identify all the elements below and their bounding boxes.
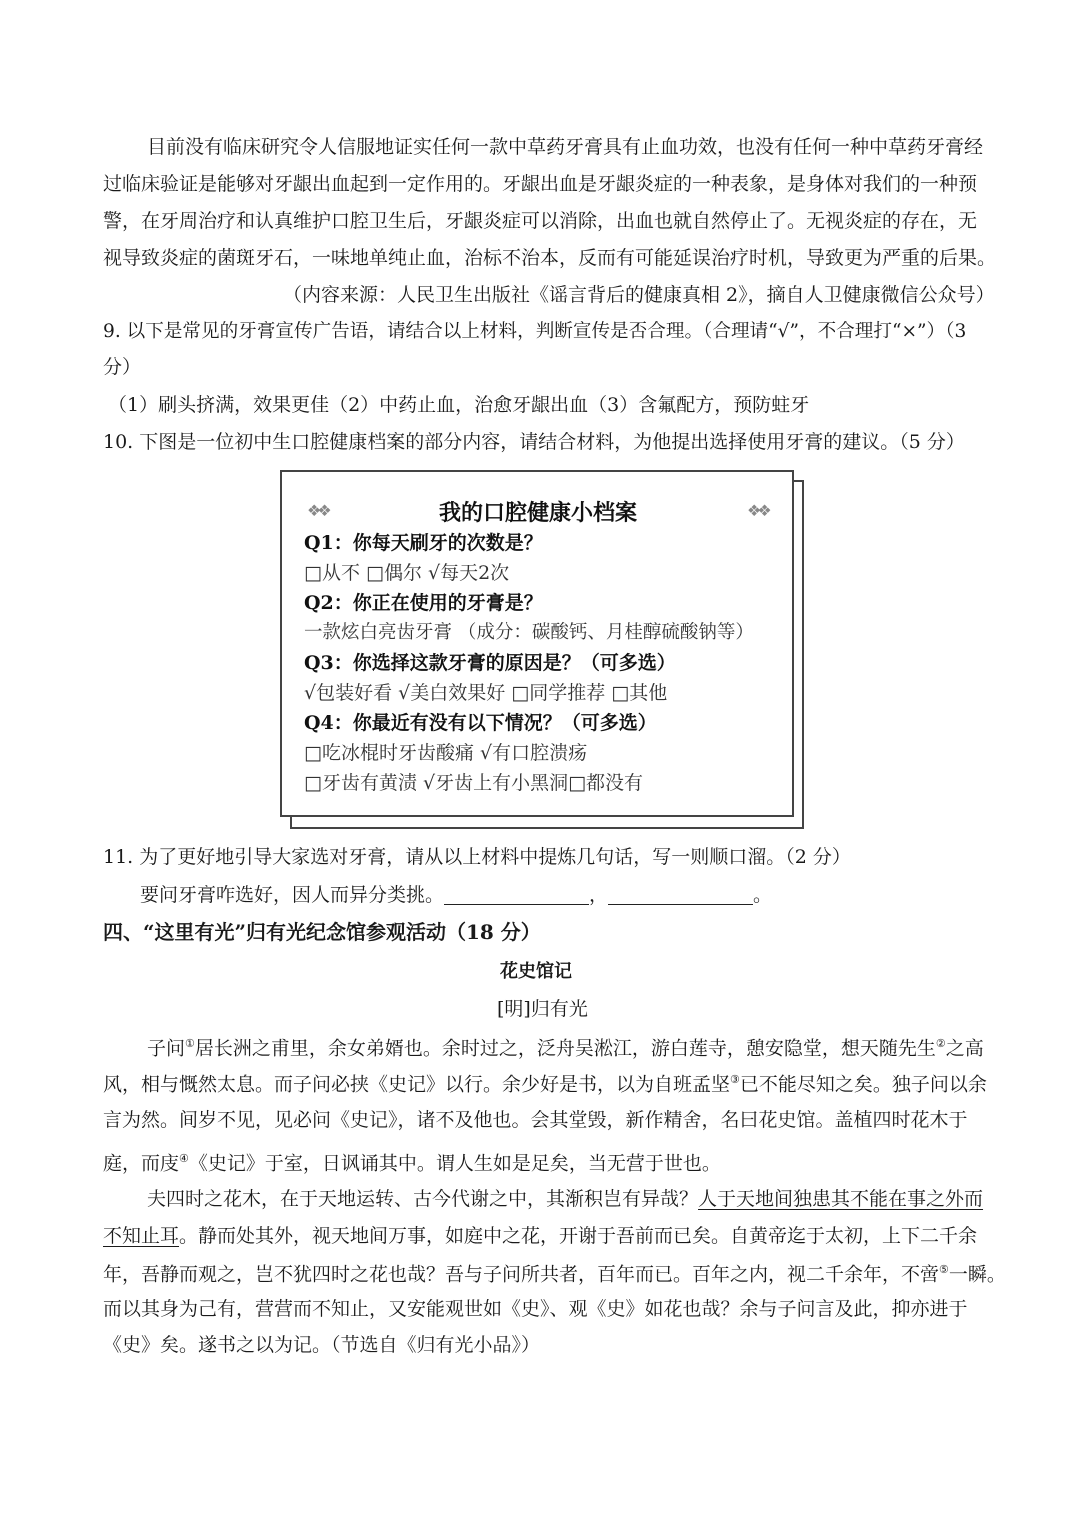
classical-line: 《史》矣。遂书之以为记。（节选自《归有光小品》） <box>103 1334 541 1356</box>
passage-line: 视导致炎症的菌斑牙石，一味地单纯止血，治标不治本，反而有可能延误治疗时机，导致更为严重的后果。 <box>103 247 997 269</box>
card-a2: 一款炫白亮齿牙膏 （成分：碳酸钙、月桂醇硫酸钠等） <box>304 622 754 643</box>
diamond-icon: ❖❖ <box>747 501 768 520</box>
card-q2: Q2：你正在使用的牙膏是？ <box>304 592 543 614</box>
prompt-text: 要问牙膏咋选好，因人而异分类挑。 <box>140 884 445 906</box>
underlined-text: 人于天地间独患其不能在事之外而 <box>698 1188 984 1210</box>
card-a4: □牙齿有黄渍 √牙齿上有小黑洞□都没有 <box>304 772 644 794</box>
footnote-mark: ③ <box>730 1073 740 1086</box>
section-heading: 四、“这里有光”归有光纪念馆参观活动（18 分） <box>103 920 541 944</box>
question-11-prompt <box>140 886 772 905</box>
classical-line <box>103 1264 1006 1284</box>
footnote-mark: ② <box>935 1037 946 1050</box>
answer-blank[interactable] <box>444 888 589 905</box>
card-q1: Q1：你每天刷牙的次数是？ <box>304 532 543 554</box>
passage-line: 警，在牙周治疗和认真维护口腔卫生后，牙龈炎症可以消除，出血也就自然停止了。无视炎症的存在，无 <box>103 210 978 232</box>
question-9: 9. 以下是常见的牙膏宣传广告语，请结合以上材料，判断宣传是否合理。（合理请“√”，不合理打“×”）（3 <box>103 321 967 342</box>
classical-line: 而以其身为己有，营营而不知止，又安能观世如《史》、观《史》如花也哉？余与子问言及此，抑亦进于 <box>103 1298 968 1320</box>
classical-line: 言为然。间岁不见，见必问《史记》，诸不及他也。会其堂毁，新作精舍，名曰花史馆。盖植四时花木于 <box>103 1109 968 1131</box>
text: 子问 <box>147 1037 186 1060</box>
classical-line <box>103 1153 721 1173</box>
card-q4: Q4：你最近有没有以下情况？（可多选） <box>304 712 657 734</box>
text: 一瞬。 <box>948 1263 1006 1286</box>
classical-line <box>147 1190 983 1209</box>
text: 居长洲之甫里，余女弟婿也。余时过之，泛舟吴淞江，游白莲寺，憩安隐堂，想天随先生 <box>194 1037 936 1060</box>
footnote-mark: ⑤ <box>939 1263 949 1276</box>
underlined-text: 不知止耳 <box>103 1225 180 1247</box>
card-a1: □从不 □偶尔 √每天2次 <box>304 562 510 584</box>
text: 之高 <box>945 1037 984 1060</box>
card-title: 我的口腔健康小档案 <box>439 500 638 526</box>
footnote-mark: ① <box>185 1037 195 1050</box>
question-11: 11. 为了更好地引导大家选对牙膏，请从以上材料中提炼几句话，写一则顺口溜。（2 分） <box>103 846 851 868</box>
card-a3: √包装好看 √美白效果好 □同学推荐 □其他 <box>304 682 668 704</box>
answer-blank[interactable] <box>608 888 753 905</box>
text: 风，相与慨然太息。而子问必挟《史记》以行。余少好是书，以为自班孟坚 <box>103 1073 731 1096</box>
passage-line: 目前没有临床研究令人信服地证实任何一款中草药牙膏具有止血功效，也没有任何一种中草药牙膏经 <box>147 136 984 158</box>
text: 夫四时之花木，在于天地运转、古今代谢之中，其渐积岂有异哉？ <box>147 1188 699 1210</box>
end-mark: 。 <box>753 884 773 906</box>
classical-line <box>147 1038 984 1058</box>
card-a4: □吃冰棍时牙齿酸痛 √有口腔溃疡 <box>304 742 588 764</box>
classical-line <box>103 1227 977 1246</box>
text: 已不能尽知之矣。独子问以余 <box>739 1073 987 1096</box>
text: 《史记》于室，日讽诵其中。谓人生如是足矣，当无营于世也。 <box>188 1152 721 1175</box>
classical-author: [明]归有光 <box>497 998 588 1020</box>
question-9-cont: 分） <box>103 356 142 378</box>
text: 庭，而庋 <box>103 1152 180 1175</box>
oral-health-card <box>280 470 794 817</box>
separator: ， <box>589 884 609 906</box>
diamond-icon: ❖❖ <box>307 501 328 520</box>
question-9-options: （1）刷头挤满，效果更佳（2）中药止血，治愈牙龈出血（3）含氟配方，预防蛀牙 <box>108 394 810 416</box>
text: 年，吾静而观之，岂不犹四时之花也哉？吾与子问所共者，百年而已。百年之内，视二千余年，不啻 <box>103 1263 940 1286</box>
passage-line: 过临床验证是能够对牙龈出血起到一定作用的。牙龈出血是牙龈炎症的一种表象，是身体对我们的一种预 <box>103 173 978 195</box>
card-q3: Q3：你选择这款牙膏的原因是？（可多选） <box>304 652 676 674</box>
passage-source: （内容来源：人民卫生出版社《谣言背后的健康真相 2》，摘自人卫健康微信公众号） <box>283 284 995 306</box>
question-10: 10. 下图是一位初中生口腔健康档案的部分内容，请结合材料，为他提出选择使用牙膏的建议。（5 分） <box>103 431 965 453</box>
classical-line <box>103 1074 987 1094</box>
text: 。静而处其外，视天地间万事，如庭中之花，开谢于吾前而已矣。自黄帝迄于太初，上下二千余 <box>179 1225 978 1247</box>
classical-title: 花史馆记 <box>500 961 572 982</box>
footnote-mark: ④ <box>179 1152 189 1165</box>
